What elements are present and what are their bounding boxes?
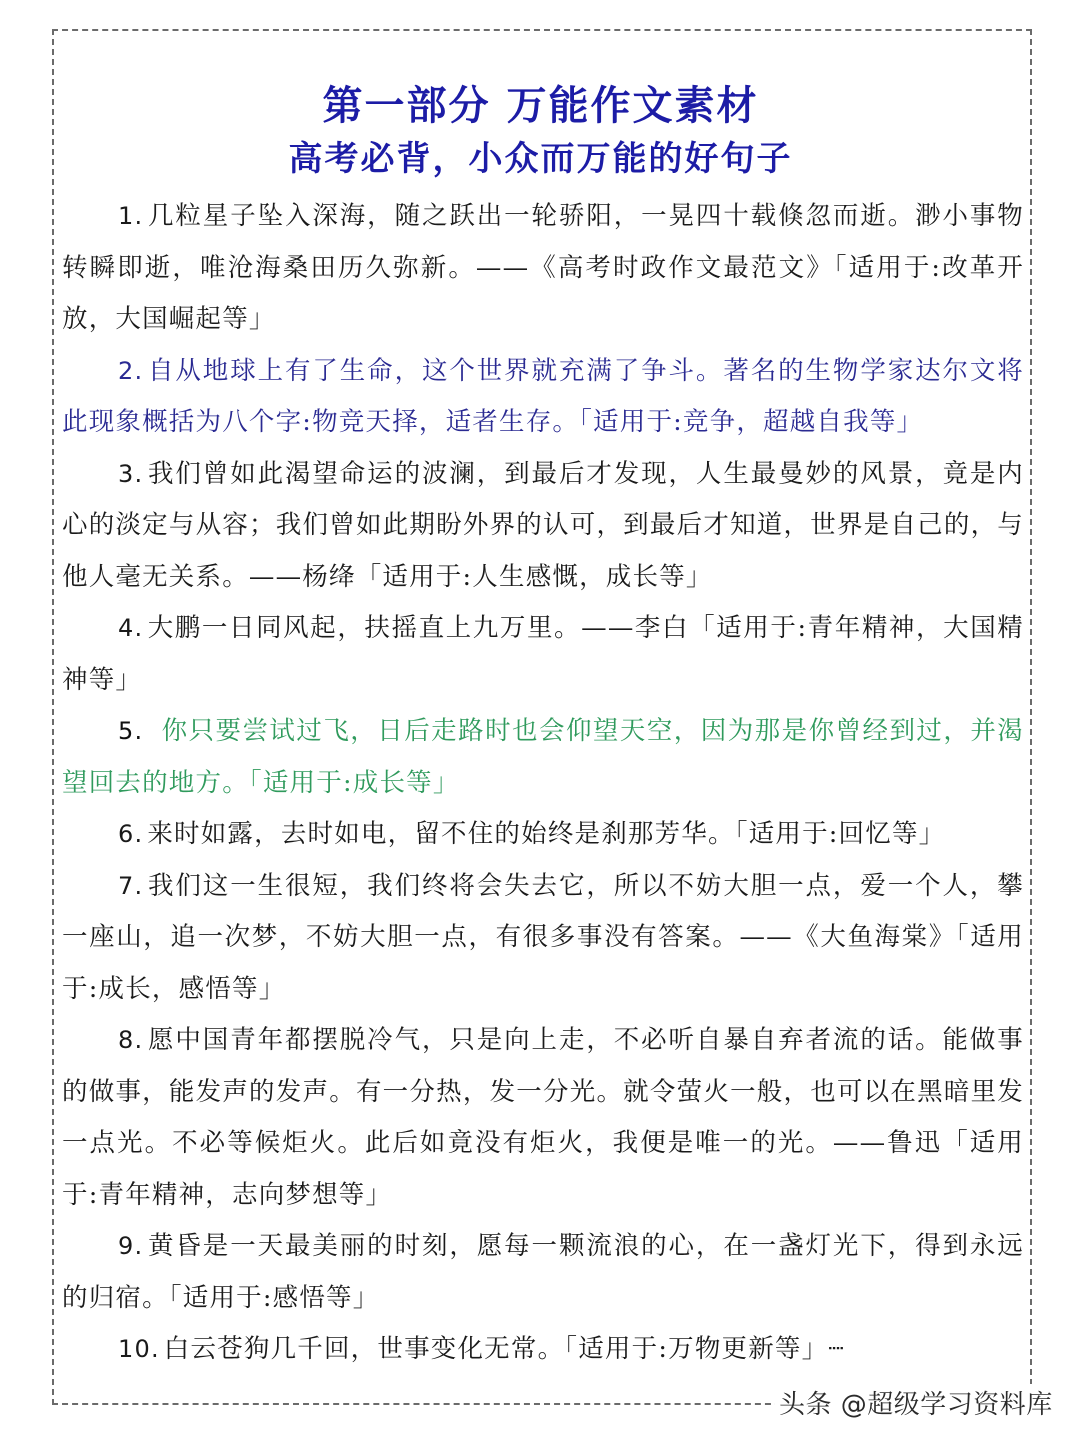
- item-number: 9.: [118, 1232, 144, 1260]
- item-text: 你只要尝试过飞，日后走路时也会仰望天空，因为那是你曾经到过，并渴望回去的地方。「适用于:成长等」: [62, 716, 1024, 798]
- item-number: 4.: [118, 614, 144, 642]
- sentence-item-10: [62, 1324, 1024, 1376]
- item-number: 2.: [118, 356, 144, 385]
- item-number: 5.: [118, 717, 144, 745]
- item-text: 自从地球上有了生命，这个世界就充满了争斗。著名的生物学家达尔文将此现象概括为八个字:物竞天择，适者生存。「适用于:竞争，超越自我等」: [62, 355, 1024, 437]
- source-watermark: 头条 @超级学习资料库: [775, 1384, 1057, 1421]
- sentence-item-2: [62, 346, 1024, 449]
- sentence-item-5: [62, 706, 1024, 809]
- item-number: 6.: [118, 820, 144, 848]
- item-number: 8.: [118, 1026, 144, 1054]
- item-text: 黄昏是一天最美丽的时刻，愿每一颗流浪的心，在一盏灯光下，得到永远的归宿。「适用于:感悟等」: [62, 1231, 1024, 1313]
- sentence-item-9: [62, 1221, 1024, 1324]
- item-text: 来时如露，去时如电，留不住的始终是刹那芳华。「适用于:回忆等」: [147, 819, 946, 849]
- sentence-item-3: [62, 449, 1024, 604]
- item-text: 我们曾如此渴望命运的波澜，到最后才发现，人生最曼妙的风景，竟是内心的淡定与从容；我们曾如此期盼外界的认可，到最后才知道，世界是自己的，与他人毫无关系。——杨绛「适用于:人生感慨，成长等」: [62, 458, 1024, 592]
- sentence-item-6: [62, 809, 1024, 861]
- item-number: 10.: [118, 1335, 160, 1363]
- item-text: 几粒星子坠入深海，随之跃出一轮骄阳，一晃四十载倏忽而逝。渺小事物转瞬即逝，唯沧海桑田历久弥新。——《高考时政作文最范文》「适用于:改革开放，大国崛起等」: [62, 201, 1024, 334]
- item-text: 白云苍狗几千回，世事变化无常。「适用于:万物更新等」┈: [163, 1334, 845, 1364]
- page-subtitle: 高考必背，小众而万能的好句子: [288, 139, 793, 179]
- sentence-item-1: [62, 191, 1024, 346]
- item-number: 3.: [118, 459, 144, 488]
- item-number: 7.: [118, 871, 144, 900]
- item-text: 愿中国青年都摆脱冷气，只是向上走，不必听自暴自弃者流的话。能做事的做事，能发声的发声。有一分热，发一分光。就令萤火一般，也可以在黑暗里发一点光。不必等候炬火。此后如竟没有炬火，我便是唯一的光。——鲁迅「适用于:青年精神，志向梦想等」: [62, 1025, 1024, 1210]
- sentence-item-8: [62, 1015, 1024, 1221]
- sentence-item-4: [62, 603, 1024, 706]
- page-title: 第一部分 万能作文素材: [322, 83, 759, 129]
- sentence-list: [62, 191, 1024, 1376]
- item-text: 我们这一生很短，我们终将会失去它，所以不妨大胆一点，爱一个人，攀一座山，追一次梦，不妨大胆一点，有很多事没有答案。——《大鱼海棠》「适用于:成长，感悟等」: [62, 870, 1024, 1004]
- sentence-item-7: [62, 861, 1024, 1016]
- item-text: 大鹏一日同风起，扶摇直上九万里。——李白「适用于:青年精神，大国精神等」: [62, 613, 1024, 695]
- item-number: 1.: [118, 202, 144, 230]
